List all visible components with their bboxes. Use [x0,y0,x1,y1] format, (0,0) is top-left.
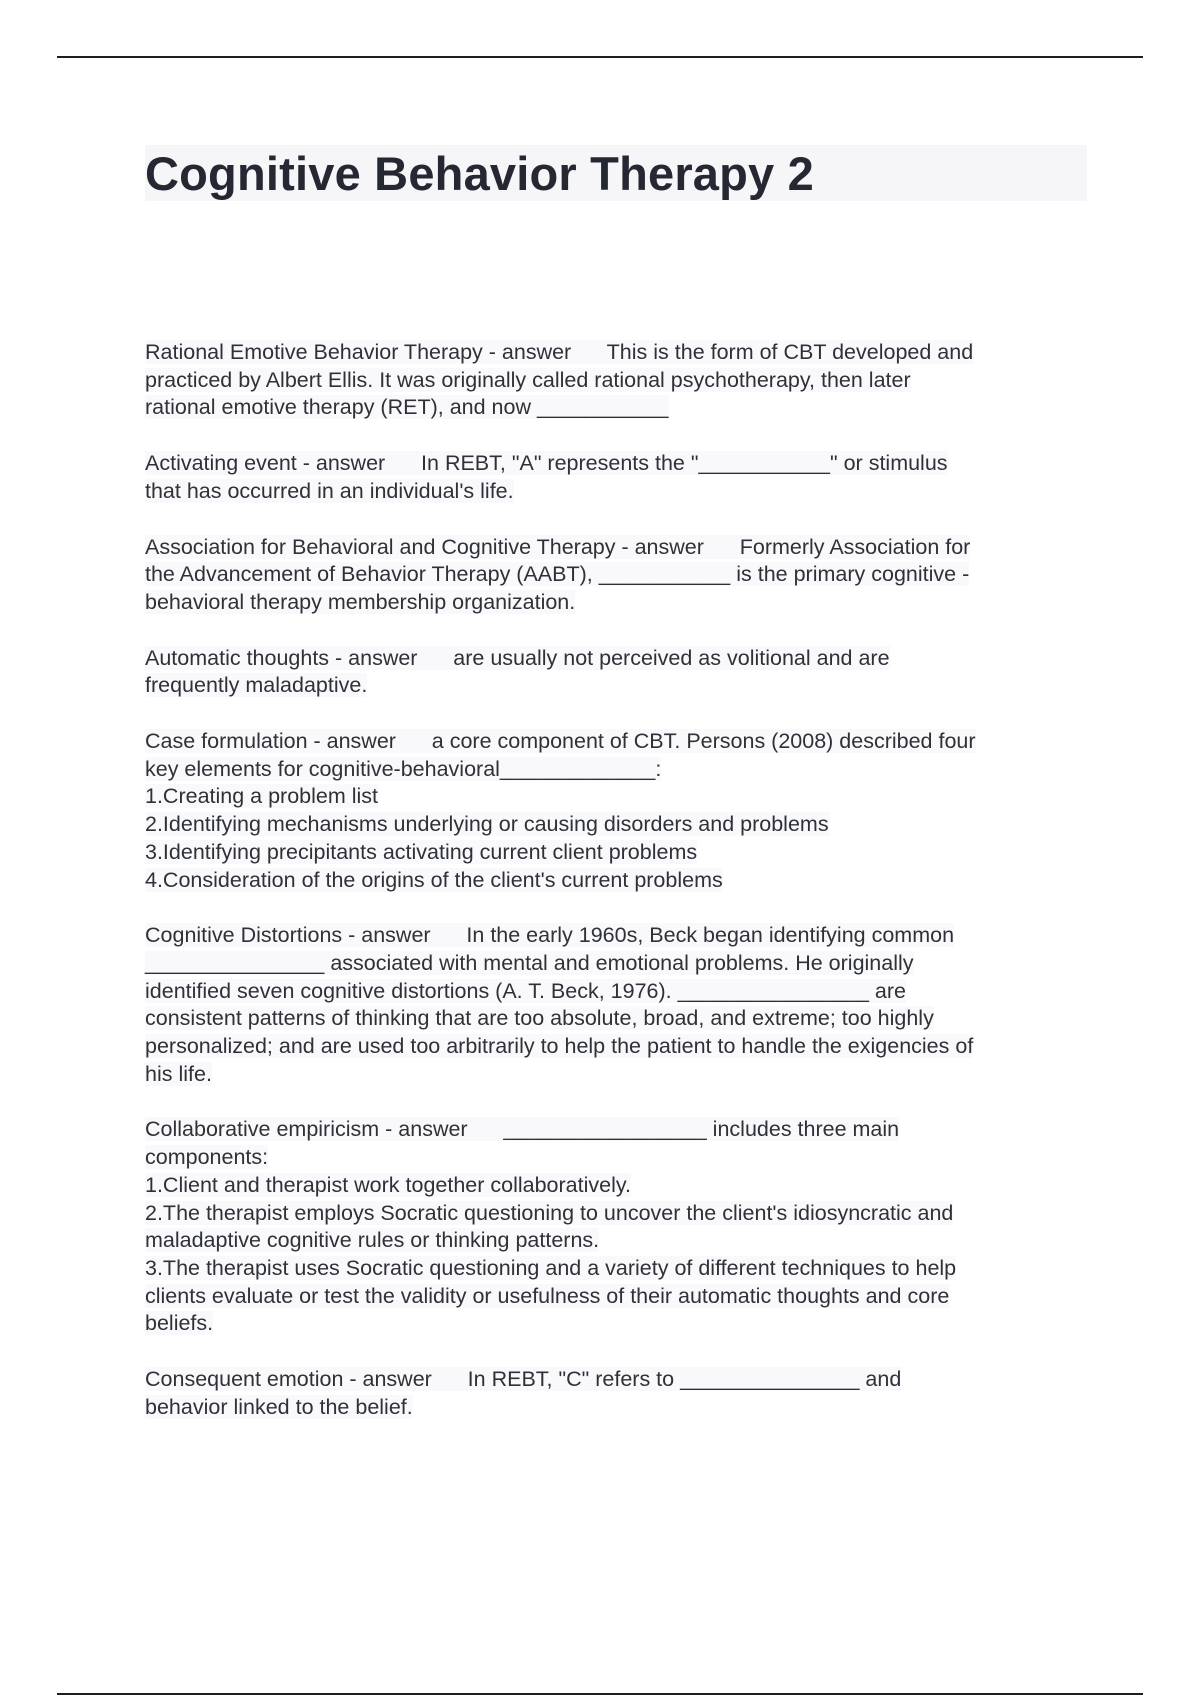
entry-line [145,1366,1090,1394]
entry-line-text: frequently maladaptive. [145,673,368,698]
entry-line-text: 1.Client and therapist work together collaboratively. [145,1172,631,1197]
entry-line-text: behavior linked to the belief. [145,1394,413,1419]
flashcard-entry [145,339,1090,422]
flashcard-list [145,339,1090,1450]
entry-line [145,478,1090,506]
entry-line [145,1394,1090,1422]
entry-line-text: Automatic thoughts - answer are usually not perceived as volitional and are [145,645,890,670]
entry-line [145,978,1090,1006]
entry-line-text: identified seven cognitive distortions (A. T. Beck, 1976). ________________ are [145,978,906,1003]
entry-line-text: Association for Behavioral and Cognitive Therapy - answer Formerly Association for [145,534,971,559]
entry-line-text: that has occurred in an individual's life. [145,478,514,503]
entry-line-text: the Advancement of Behavior Therapy (AABT), ___________ is the primary cognitive - [145,562,970,587]
entry-line [145,1200,1090,1228]
entry-line [145,783,1090,811]
entry-line-text: 3.Identifying precipitants activating current client problems [145,839,698,864]
flashcard-entry [145,1116,1090,1338]
entry-line [145,1116,1090,1144]
entry-line-text: personalized; and are used too arbitrarily to help the patient to handle the exigencies of [145,1034,974,1059]
entry-line [145,1033,1090,1061]
entry-line-text: 1.Creating a problem list [145,784,379,809]
entry-line-text: 3.The therapist uses Socratic questioning and a variety of different techniques to help [145,1255,957,1280]
entry-line [145,450,1090,478]
entry-line-text: Rational Emotive Behavior Therapy - answer This is the form of CBT developed and [145,340,974,364]
entry-line [145,589,1090,617]
flashcard-entry [145,534,1090,617]
entry-line-text: components: [145,1145,269,1170]
entry-line [145,839,1090,867]
entry-line-text: _______________ associated with mental and emotional problems. He originally [145,950,914,975]
flashcard-entry [145,1366,1090,1421]
entry-line [145,1061,1090,1089]
entry-line-text: his life. [145,1061,212,1086]
bottom-rule [57,1693,1143,1695]
entry-line [145,645,1090,673]
flashcard-entry [145,645,1090,700]
entry-line-text: Case formulation - answer a core component of CBT. Persons (2008) described four [145,729,976,754]
flashcard-entry [145,450,1090,505]
entry-line [145,728,1090,756]
entry-line [145,756,1090,784]
entry-line [145,1255,1090,1283]
entry-line-text: practiced by Albert Ellis. It was originally called rational psychotherapy, then later [145,367,911,392]
entry-line [145,367,1090,395]
entry-line [145,811,1090,839]
entry-line [145,339,1090,367]
entry-line [145,394,1090,422]
flashcard-entry [145,728,1090,894]
entry-line [145,1283,1090,1311]
entry-line-text: 2.The therapist employs Socratic questioning to uncover the client's idiosyncratic and [145,1200,954,1225]
entry-line-text: clients evaluate or test the validity or usefulness of their automatic thoughts and core [145,1283,950,1308]
entry-line [145,922,1090,950]
entry-line [145,950,1090,978]
entry-line [145,1310,1090,1338]
top-rule [57,56,1143,58]
entry-line [145,672,1090,700]
entry-line [145,1227,1090,1255]
entry-line [145,1005,1090,1033]
entry-line [145,1144,1090,1172]
entry-line-text: Cognitive Distortions - answer In the early 1960s, Beck began identifying common [145,923,955,948]
entry-line-text: rational emotive therapy (RET), and now ___________ [145,395,669,420]
entry-line-text: Consequent emotion - answer In REBT, "C" refers to _______________ and [145,1367,902,1392]
entry-line-text: 2.Identifying mechanisms underlying or causing disorders and problems [145,812,829,837]
entry-line [145,1172,1090,1200]
entry-line-text: beliefs. [145,1311,214,1336]
entry-line-text: 4.Consideration of the origins of the client's current problems [145,867,723,892]
entry-line-text: behavioral therapy membership organization. [145,589,576,614]
entry-line [145,561,1090,589]
entry-line-text: consistent patterns of thinking that are too absolute, broad, and extreme; too highly [145,1006,934,1031]
page-title: Cognitive Behavior Therapy 2 [145,147,814,200]
entry-line-text: Collaborative empiricism - answer _________________ includes three main [145,1117,900,1142]
entry-line-text: maladaptive cognitive rules or thinking patterns. [145,1228,600,1253]
flashcard-entry [145,922,1090,1088]
entry-line [145,534,1090,562]
entry-line [145,867,1090,895]
entry-line-text: Activating event - answer In REBT, "A" represents the "___________" or stimulus [145,451,948,476]
entry-line-text: key elements for cognitive-behavioral_____________: [145,756,662,781]
